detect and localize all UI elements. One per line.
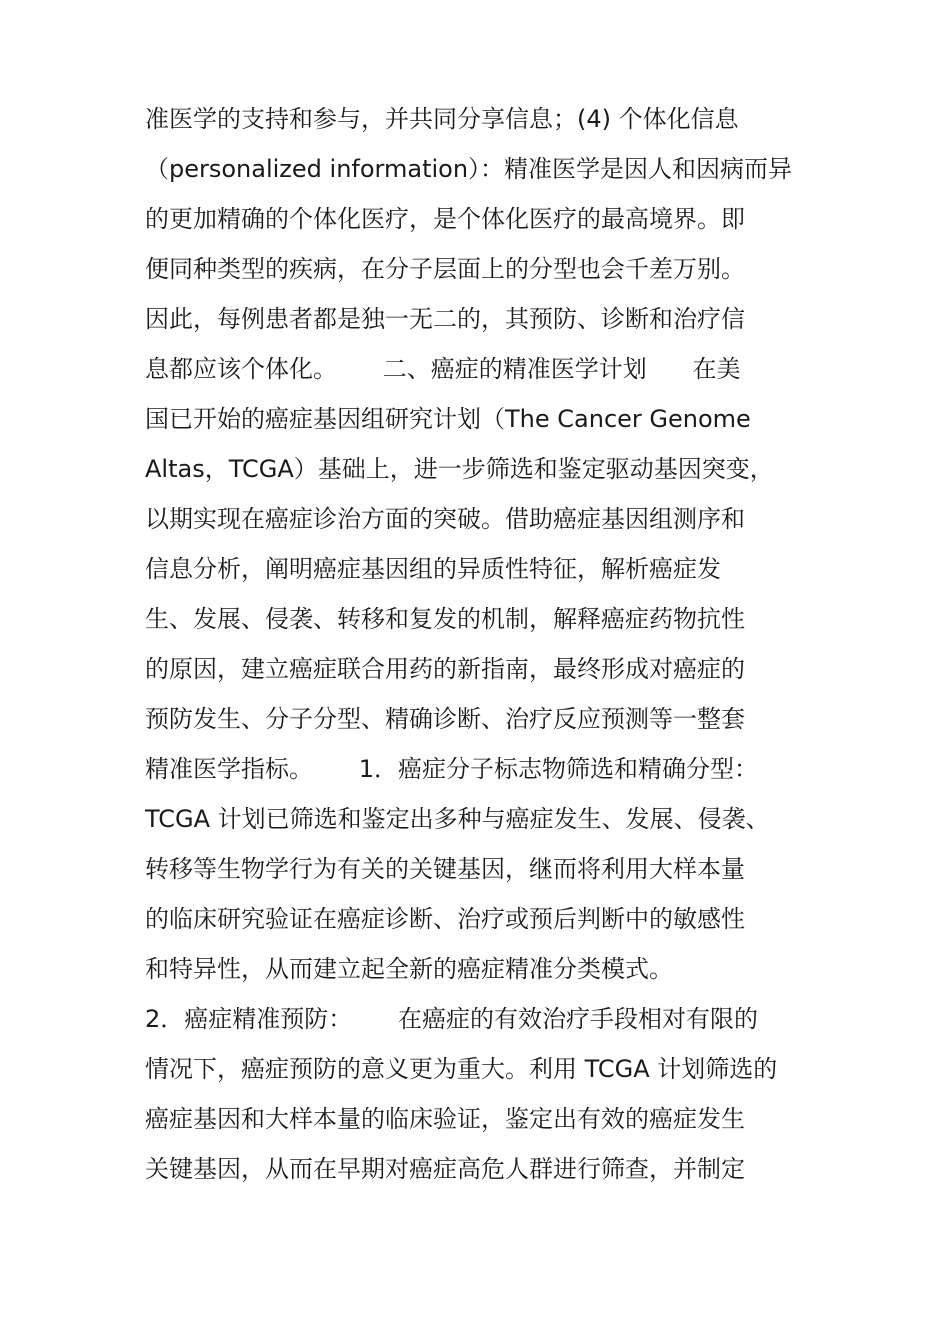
text-line: 关键基因，从而在早期对癌症高危人群进行筛查，并制定 <box>145 1155 745 1183</box>
text-line: 信息分析，阐明癌症基因组的异质性特征，解析癌症发 <box>145 555 721 583</box>
text-line: 的更加精确的个体化医疗，是个体化医疗的最高境界。即 <box>145 205 745 233</box>
text-line: 国已开始的癌症基因组研究计划（The Cancer Genome <box>145 405 751 433</box>
text-line: 精准医学指标。 1．癌症分子标志物筛选和精确分型： <box>145 755 759 783</box>
text-line: TCGA 计划已筛选和鉴定出多种与癌症发生、发展、侵袭、 <box>145 805 770 833</box>
text-line: 以期实现在癌症诊治方面的突破。借助癌症基因组测序和 <box>145 505 745 533</box>
text-line: 的原因，建立癌症联合用药的新指南，最终形成对癌症的 <box>145 655 745 683</box>
text-line: 生、发展、侵袭、转移和复发的机制，解释癌症药物抗性 <box>145 605 745 633</box>
text-line: 转移等生物学行为有关的关键基因，继而将利用大样本量 <box>145 855 745 883</box>
text-line: 2．癌症精准预防： 在癌症的有效治疗手段相对有限的 <box>145 1005 759 1033</box>
text-line: 情况下，癌症预防的意义更为重大。利用 TCGA 计划筛选的 <box>145 1055 778 1083</box>
text-line: 因此，每例患者都是独一无二的，其预防、诊断和治疗信 <box>145 305 745 333</box>
text-line: 的临床研究验证在癌症诊断、治疗或预后判断中的敏感性 <box>145 905 745 933</box>
text-line: 准医学的支持和参与，并共同分享信息；(4) 个体化信息 <box>145 105 739 133</box>
text-line: 和特异性，从而建立起全新的癌症精准分类模式。 <box>145 955 673 983</box>
text-line: （personalized information）：精准医学是因人和因病而异 <box>145 155 793 183</box>
text-line: 息都应该个体化。 二、癌症的精准医学计划 在美 <box>145 355 741 383</box>
body-text <box>145 94 825 1194</box>
text-line: 便同种类型的疾病，在分子层面上的分型也会千差万别。 <box>145 255 745 283</box>
text-line: 预防发生、分子分型、精确诊断、治疗反应预测等一整套 <box>145 705 745 733</box>
text-line: Altas，TCGA）基础上，进一步筛选和鉴定驱动基因突变， <box>145 455 774 483</box>
text-line: 癌症基因和大样本量的临床验证，鉴定出有效的癌症发生 <box>145 1105 745 1133</box>
